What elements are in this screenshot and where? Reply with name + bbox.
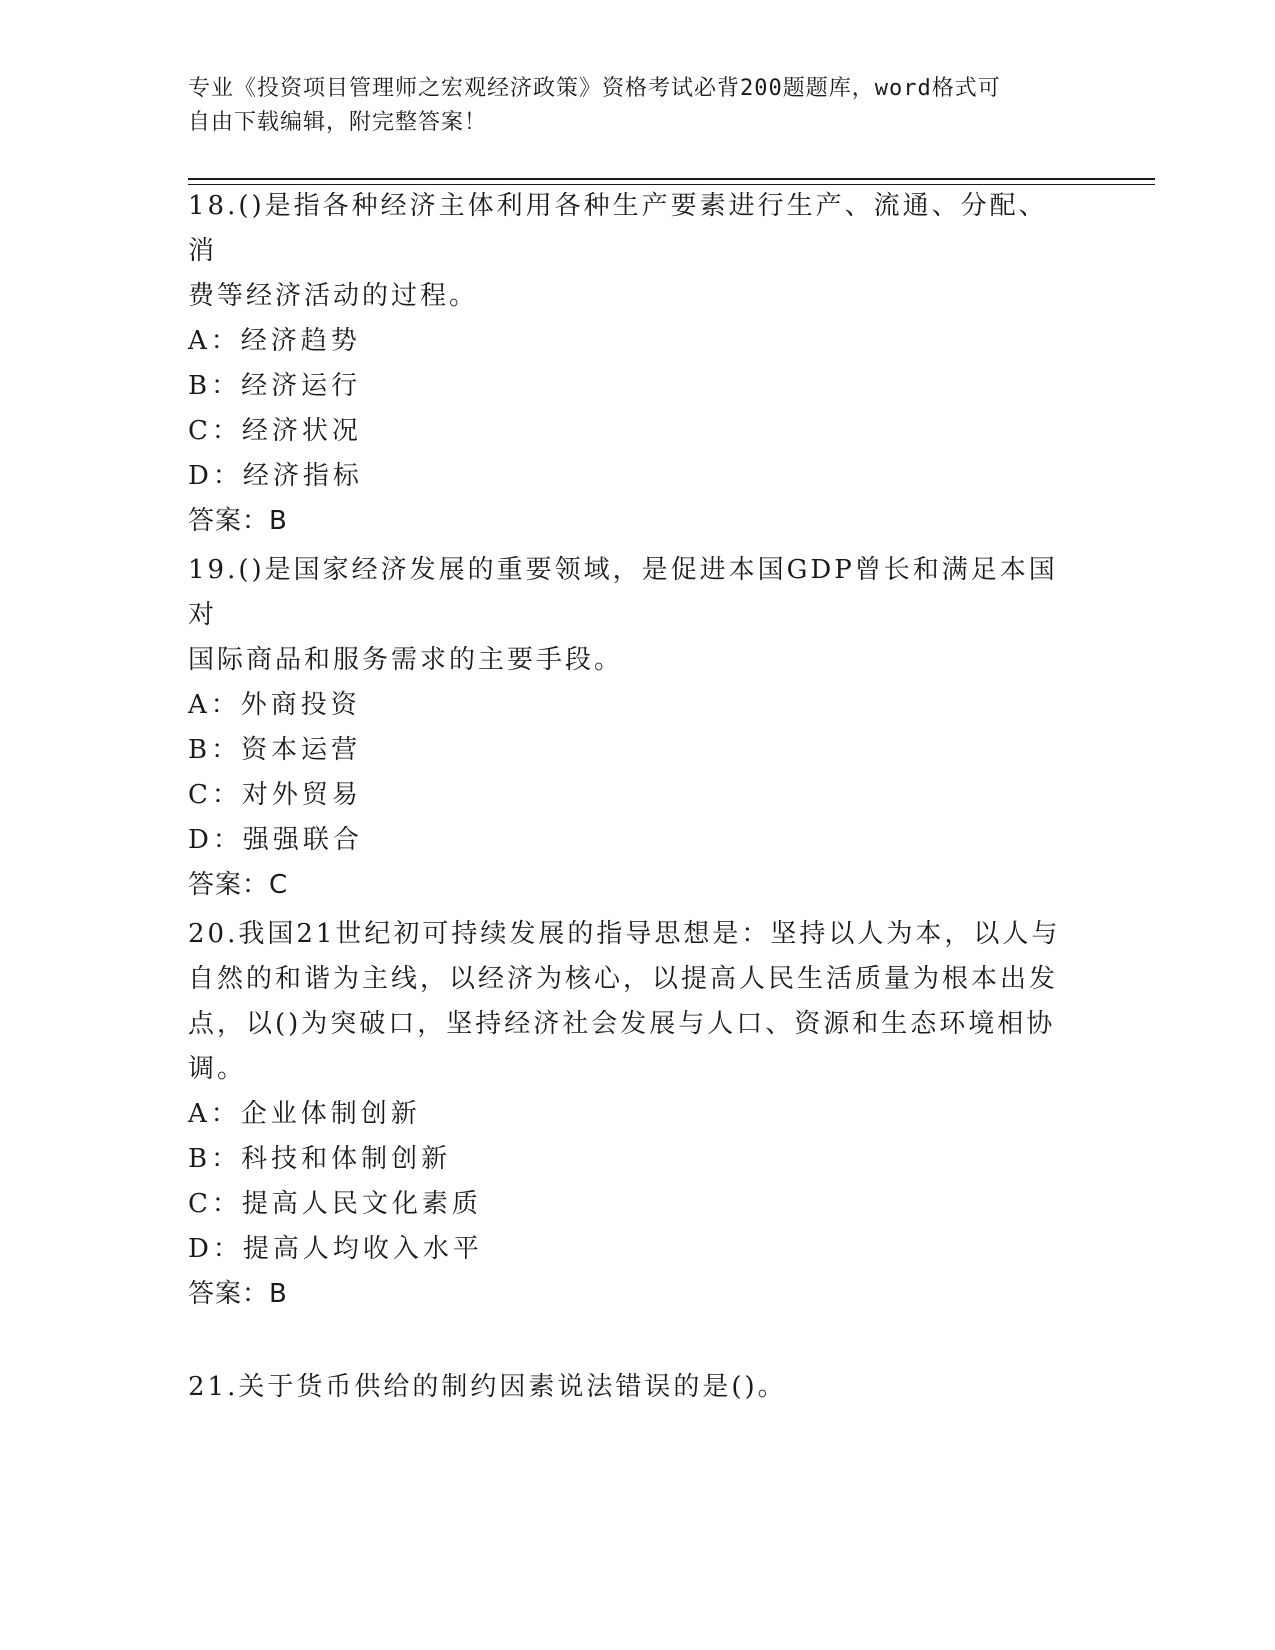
question-stem-line: 18.()是指各种经济主体利用各种生产要素进行生产、流通、分配、消 — [188, 191, 1048, 266]
option-d: D：强强联合 — [188, 825, 363, 855]
document-header — [188, 72, 1068, 140]
header-divider-thick — [188, 178, 1155, 180]
option-d: D：经济指标 — [188, 461, 363, 491]
option-c: C：提高人民文化素质 — [188, 1189, 482, 1219]
option-b: B：科技和体制创新 — [188, 1144, 452, 1174]
question-18 — [188, 184, 1068, 544]
question-stem-line: 自然的和谐为主线，以经济为核心，以提高人民生活质量为根本出发 — [188, 964, 1059, 994]
option-a: A：经济趋势 — [188, 326, 361, 356]
question-stem-line: 调。 — [188, 1054, 247, 1084]
option-d: D：提高人均收入水平 — [188, 1234, 483, 1264]
question-stem-line: 费等经济活动的过程。 — [188, 281, 479, 311]
question-20 — [188, 912, 1068, 1317]
option-b: B：资本运营 — [188, 735, 362, 765]
question-stem-line: 20.我国21世纪初可持续发展的指导思想是：坚持以人为本，以人与 — [188, 919, 1061, 949]
option-c: C：对外贸易 — [188, 780, 362, 810]
question-21 — [188, 1365, 1068, 1410]
answer-line: 答案：B — [188, 506, 288, 536]
question-19 — [188, 548, 1068, 908]
option-a: A：企业体制创新 — [188, 1099, 421, 1129]
header-line-2: 自由下载编辑，附完整答案！ — [188, 110, 488, 135]
header-line-1: 专业《投资项目管理师之宏观经济政策》资格考试必背200题题库，word格式可 — [188, 76, 1001, 101]
question-stem-line: 国际商品和服务需求的主要手段。 — [188, 645, 624, 675]
question-stem-line: 21.关于货币供给的制约因素说法错误的是()。 — [188, 1372, 787, 1402]
option-c: C：经济状况 — [188, 416, 362, 446]
answer-line: 答案：B — [188, 1279, 288, 1309]
question-stem-line: 点，以()为突破口，坚持经济社会发展与人口、资源和生态环境相协 — [188, 1009, 1056, 1039]
answer-line: 答案：C — [188, 870, 289, 900]
option-a: A：外商投资 — [188, 690, 361, 720]
option-b: B：经济运行 — [188, 371, 362, 401]
question-stem-line: 19.()是国家经济发展的重要领域，是促进本国GDP曾长和满足本国对 — [188, 555, 1058, 630]
